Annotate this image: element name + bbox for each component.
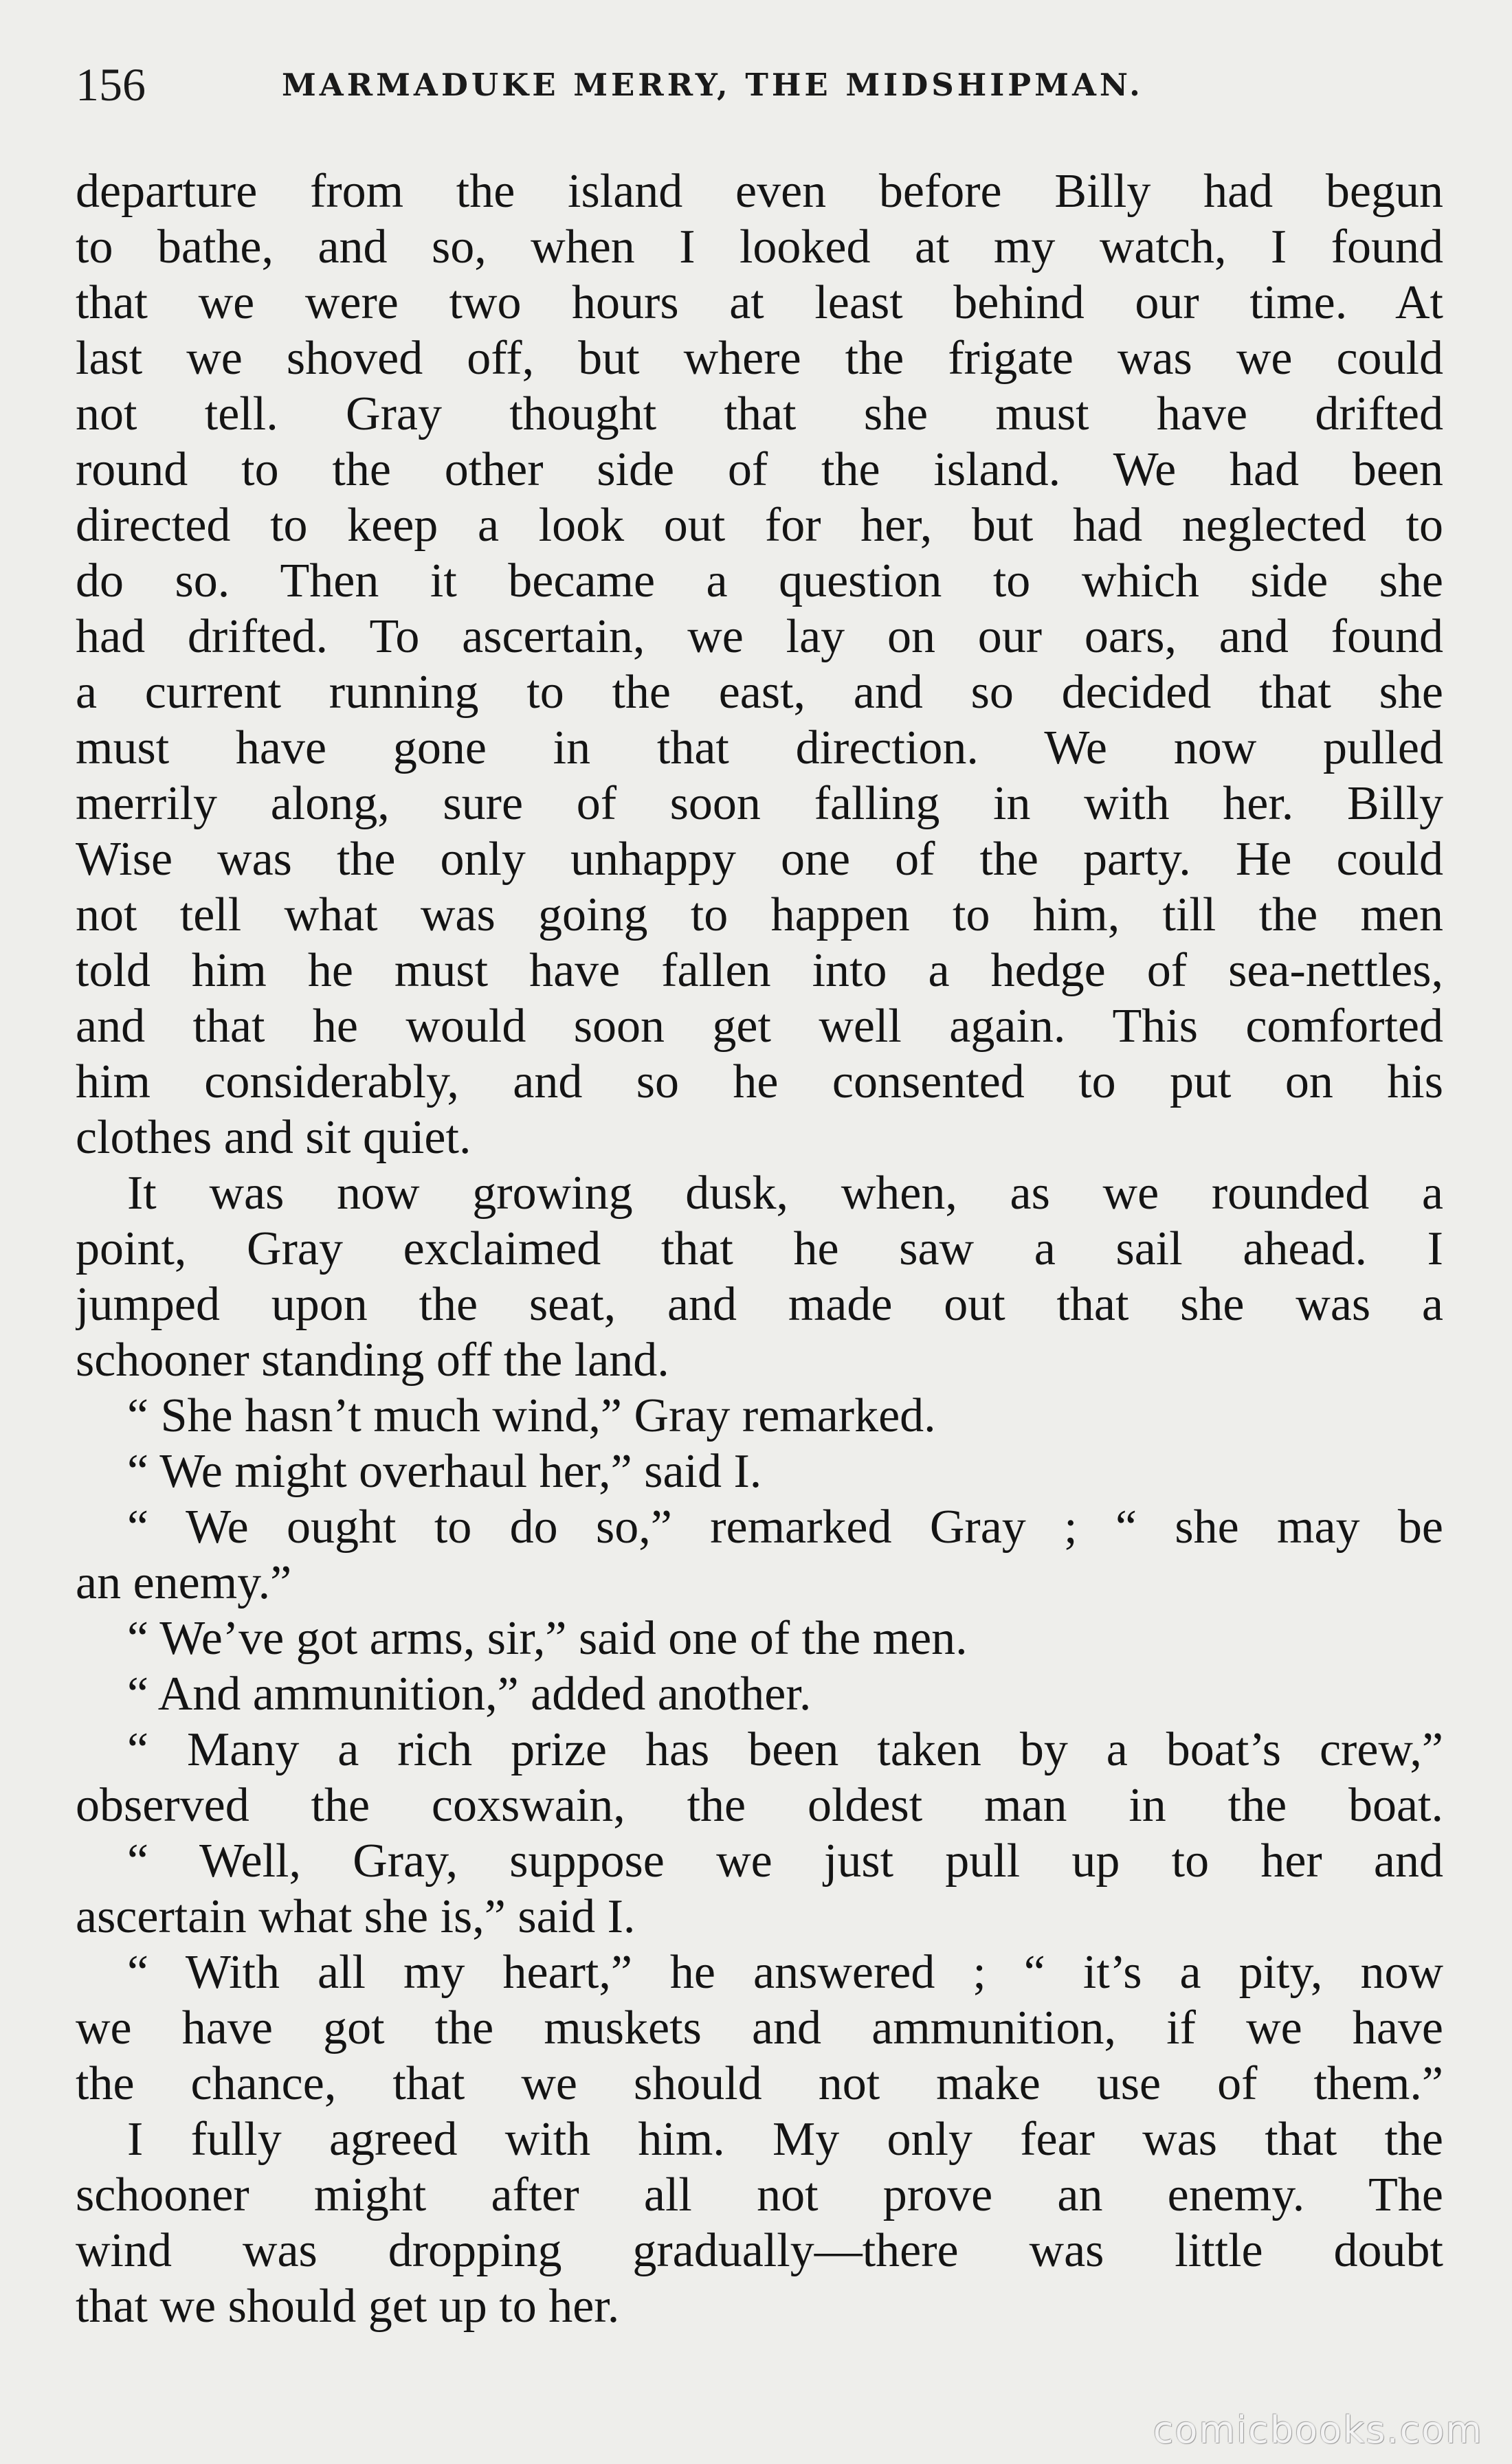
text-line: “ We ought to do so,” remarked Gray ; “ she may be <box>127 1501 1443 1554</box>
text-line: an enemy.” <box>76 1556 292 1609</box>
text-line: departure from the island even before Billy had begun <box>76 165 1443 218</box>
text-line: schooner standing off the land. <box>76 1334 669 1387</box>
text-line: a current running to the east, and so decided that she <box>76 666 1443 719</box>
text-line: that we were two hours at least behind our time. At <box>76 276 1443 329</box>
text-line: “ We might overhaul her,” said I. <box>127 1445 762 1498</box>
body-text <box>76 164 1443 2334</box>
text-line: wind was dropping gradually—there was little doubt <box>76 2224 1443 2277</box>
text-line: “ She hasn’t much wind,” Gray remarked. <box>127 1389 936 1442</box>
text-line: round to the other side of the island. We had been <box>76 443 1443 496</box>
text-line: clothes and sit quiet. <box>76 1111 471 1164</box>
page-number: 156 <box>76 58 146 111</box>
text-line: observed the coxswain, the oldest man in the boat. <box>76 1779 1443 1832</box>
text-line: him considerably, and so he consented to put on his <box>76 1055 1443 1108</box>
text-line: to bathe, and so, when I looked at my watch, I found <box>76 221 1443 273</box>
text-line: must have gone in that direction. We now pulled <box>76 721 1443 774</box>
text-line: It was now growing dusk, when, as we rounded a <box>127 1167 1443 1220</box>
running-head: MARMADUKE MERRY, THE MIDSHIPMAN. <box>282 67 1144 103</box>
text-line: I fully agreed with him. My only fear was that the <box>127 2113 1443 2166</box>
text-line: not tell what was going to happen to him, till the men <box>76 888 1443 941</box>
text-line: “ Well, Gray, suppose we just pull up to her and <box>127 1835 1443 1888</box>
text-line: told him he must have fallen into a hedge of sea-nettles, <box>76 944 1443 997</box>
text-line: jumped upon the seat, and made out that she was a <box>76 1278 1443 1331</box>
text-line: do so. Then it became a question to which side she <box>76 555 1443 607</box>
text-line: not tell. Gray thought that she must have drifted <box>76 388 1443 440</box>
text-line: “ With all my heart,” he answered ; “ it’s a pity, now <box>127 1946 1443 1999</box>
text-line: merrily along, sure of soon falling in with her. Billy <box>76 777 1443 830</box>
text-line: “ Many a rich prize has been taken by a boat’s crew,” <box>127 1723 1443 1776</box>
text-line: we have got the muskets and ammunition, if we have <box>76 2002 1443 2054</box>
text-line: and that he would soon get well again. This comforted <box>76 1000 1443 1053</box>
watermark: comicbooks.com <box>1153 2408 1483 2452</box>
text-line: the chance, that we should not make use of them.” <box>76 2057 1443 2110</box>
text-line: last we shoved off, but where the frigate was we could <box>76 332 1443 385</box>
text-line: ascertain what she is,” said I. <box>76 1890 636 1943</box>
text-line: directed to keep a look out for her, but had neglected to <box>76 499 1443 552</box>
text-line: Wise was the only unhappy one of the party. He could <box>76 833 1443 886</box>
text-line: point, Gray exclaimed that he saw a sail ahead. I <box>76 1222 1443 1275</box>
page-header <box>76 54 1443 115</box>
text-line: “ And ammunition,” added another. <box>127 1668 812 1721</box>
text-line: schooner might after all not prove an enemy. The <box>76 2169 1443 2221</box>
text-line: had drifted. To ascertain, we lay on our oars, and found <box>76 610 1443 663</box>
text-line: “ We’ve got arms, sir,” said one of the men. <box>127 1612 968 1665</box>
text-line: that we should get up to her. <box>76 2280 620 2333</box>
